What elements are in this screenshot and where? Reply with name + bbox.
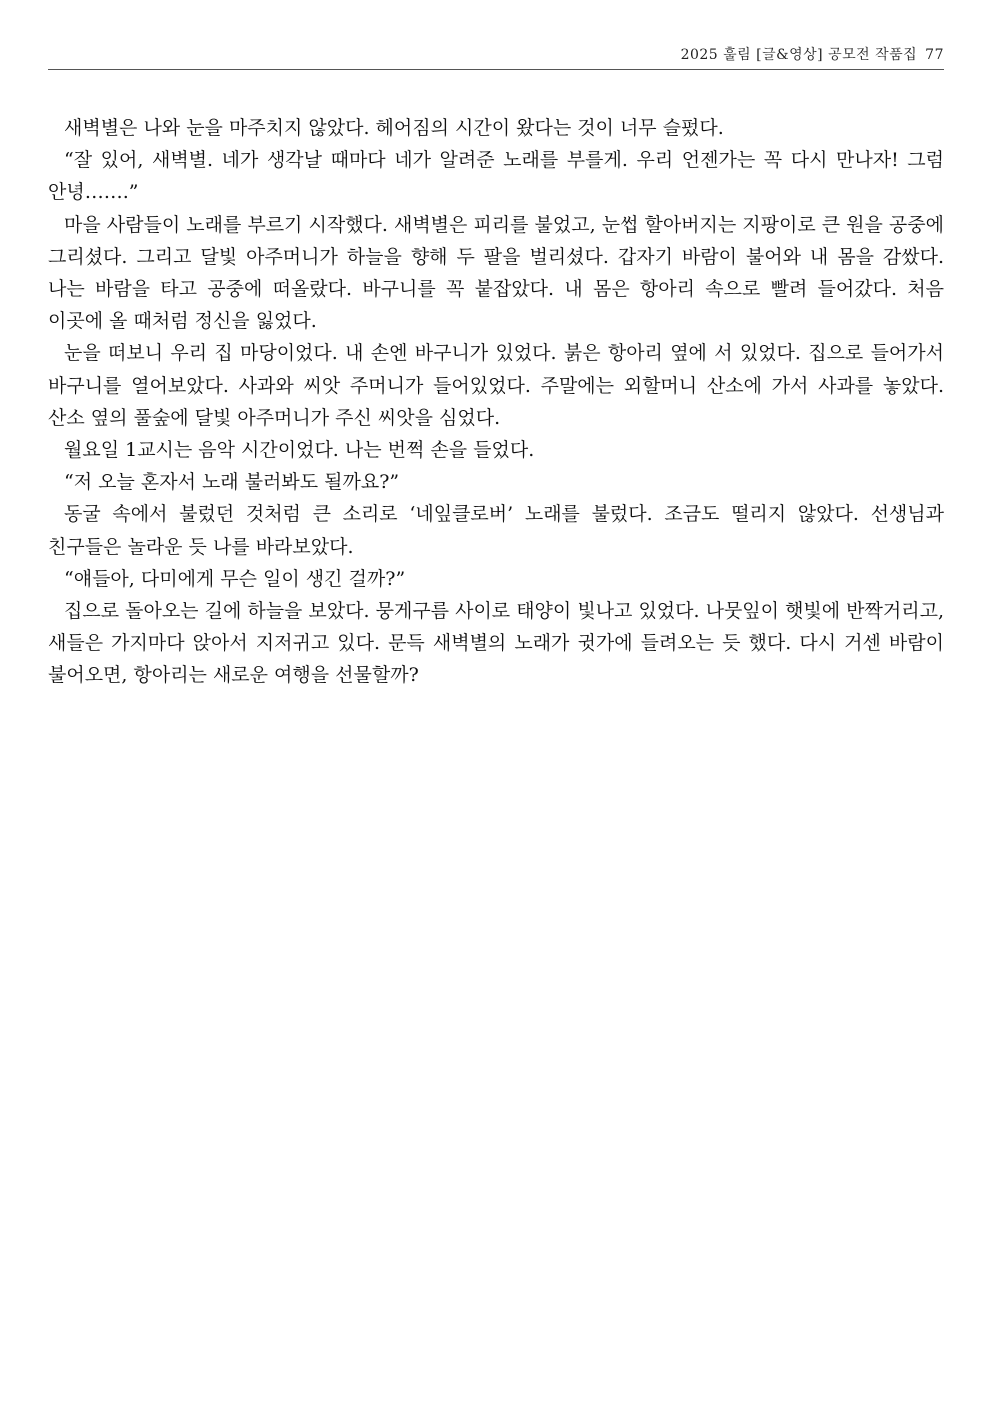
story-body [48,112,944,692]
paragraph: “얘들아, 다미에게 무슨 일이 생긴 걸까?” [64,567,406,590]
book-title: 2025 훌림 [글&영상] 공모전 작품집 [680,47,918,63]
header-divider [48,69,944,70]
paragraph: “저 오늘 혼자서 노래 불러봐도 될까요?” [64,471,400,494]
paragraph: 눈을 떠보니 우리 집 마당이었다. 내 손엔 바구니가 있었다. 붉은 항아리 옆에 서 있었다. 집으로 들어가서 바구니를 열어보았다. 사과와 씨앗 주머니가 들어있었다. 주말에는 외할머니 산소에 가서 사과를 놓았다. 산소 옆의 풀숲에 달빛 아주머니가 주신 씨앗을 심었다. [48,342,944,429]
paragraph: “잘 있어, 새벽별. 네가 생각날 때마다 네가 알려준 노래를 부를게. 우리 언젠가는 꼭 다시 만나자! 그럼 안녕…….” [48,149,944,204]
running-header [48,44,944,64]
page-number: 77 [925,47,944,63]
paragraph: 새벽별은 나와 눈을 마주치지 않았다. 헤어짐의 시간이 왔다는 것이 너무 슬펐다. [64,117,724,139]
paragraph: 집으로 돌아오는 길에 하늘을 보았다. 뭉게구름 사이로 태양이 빛나고 있었다. 나뭇잎이 햇빛에 반짝거리고, 새들은 가지마다 앉아서 지저귀고 있다. 문득 새벽별의 노래가 귓가에 들려오는 듯 했다. 다시 거센 바람이 불어오면, 항아리는 새로운 여행을 선물할까? [48,600,944,687]
paragraph: 동굴 속에서 불렀던 것처럼 큰 소리로 ‘네잎클로버’ 노래를 불렀다. 조금도 떨리지 않았다. 선생님과 친구들은 놀라운 듯 나를 바라보았다. [48,503,944,558]
paragraph: 월요일 1교시는 음악 시간이었다. 나는 번쩍 손을 들었다. [64,439,535,462]
paragraph: 마을 사람들이 노래를 부르기 시작했다. 새벽별은 피리를 불었고, 눈썹 할아버지는 지팡이로 큰 원을 공중에 그리셨다. 그리고 달빛 아주머니가 하늘을 향해 두 팔을 벌리셨다. 갑자기 바람이 불어와 내 몸을 감쌌다. 나는 바람을 타고 공중에 떠올랐다. 바구니를 꼭 붙잡았다. 내 몸은 항아리 속으로 빨려 들어갔다. 처음 이곳에 올 때처럼 정신을 잃었다. [48,213,944,333]
